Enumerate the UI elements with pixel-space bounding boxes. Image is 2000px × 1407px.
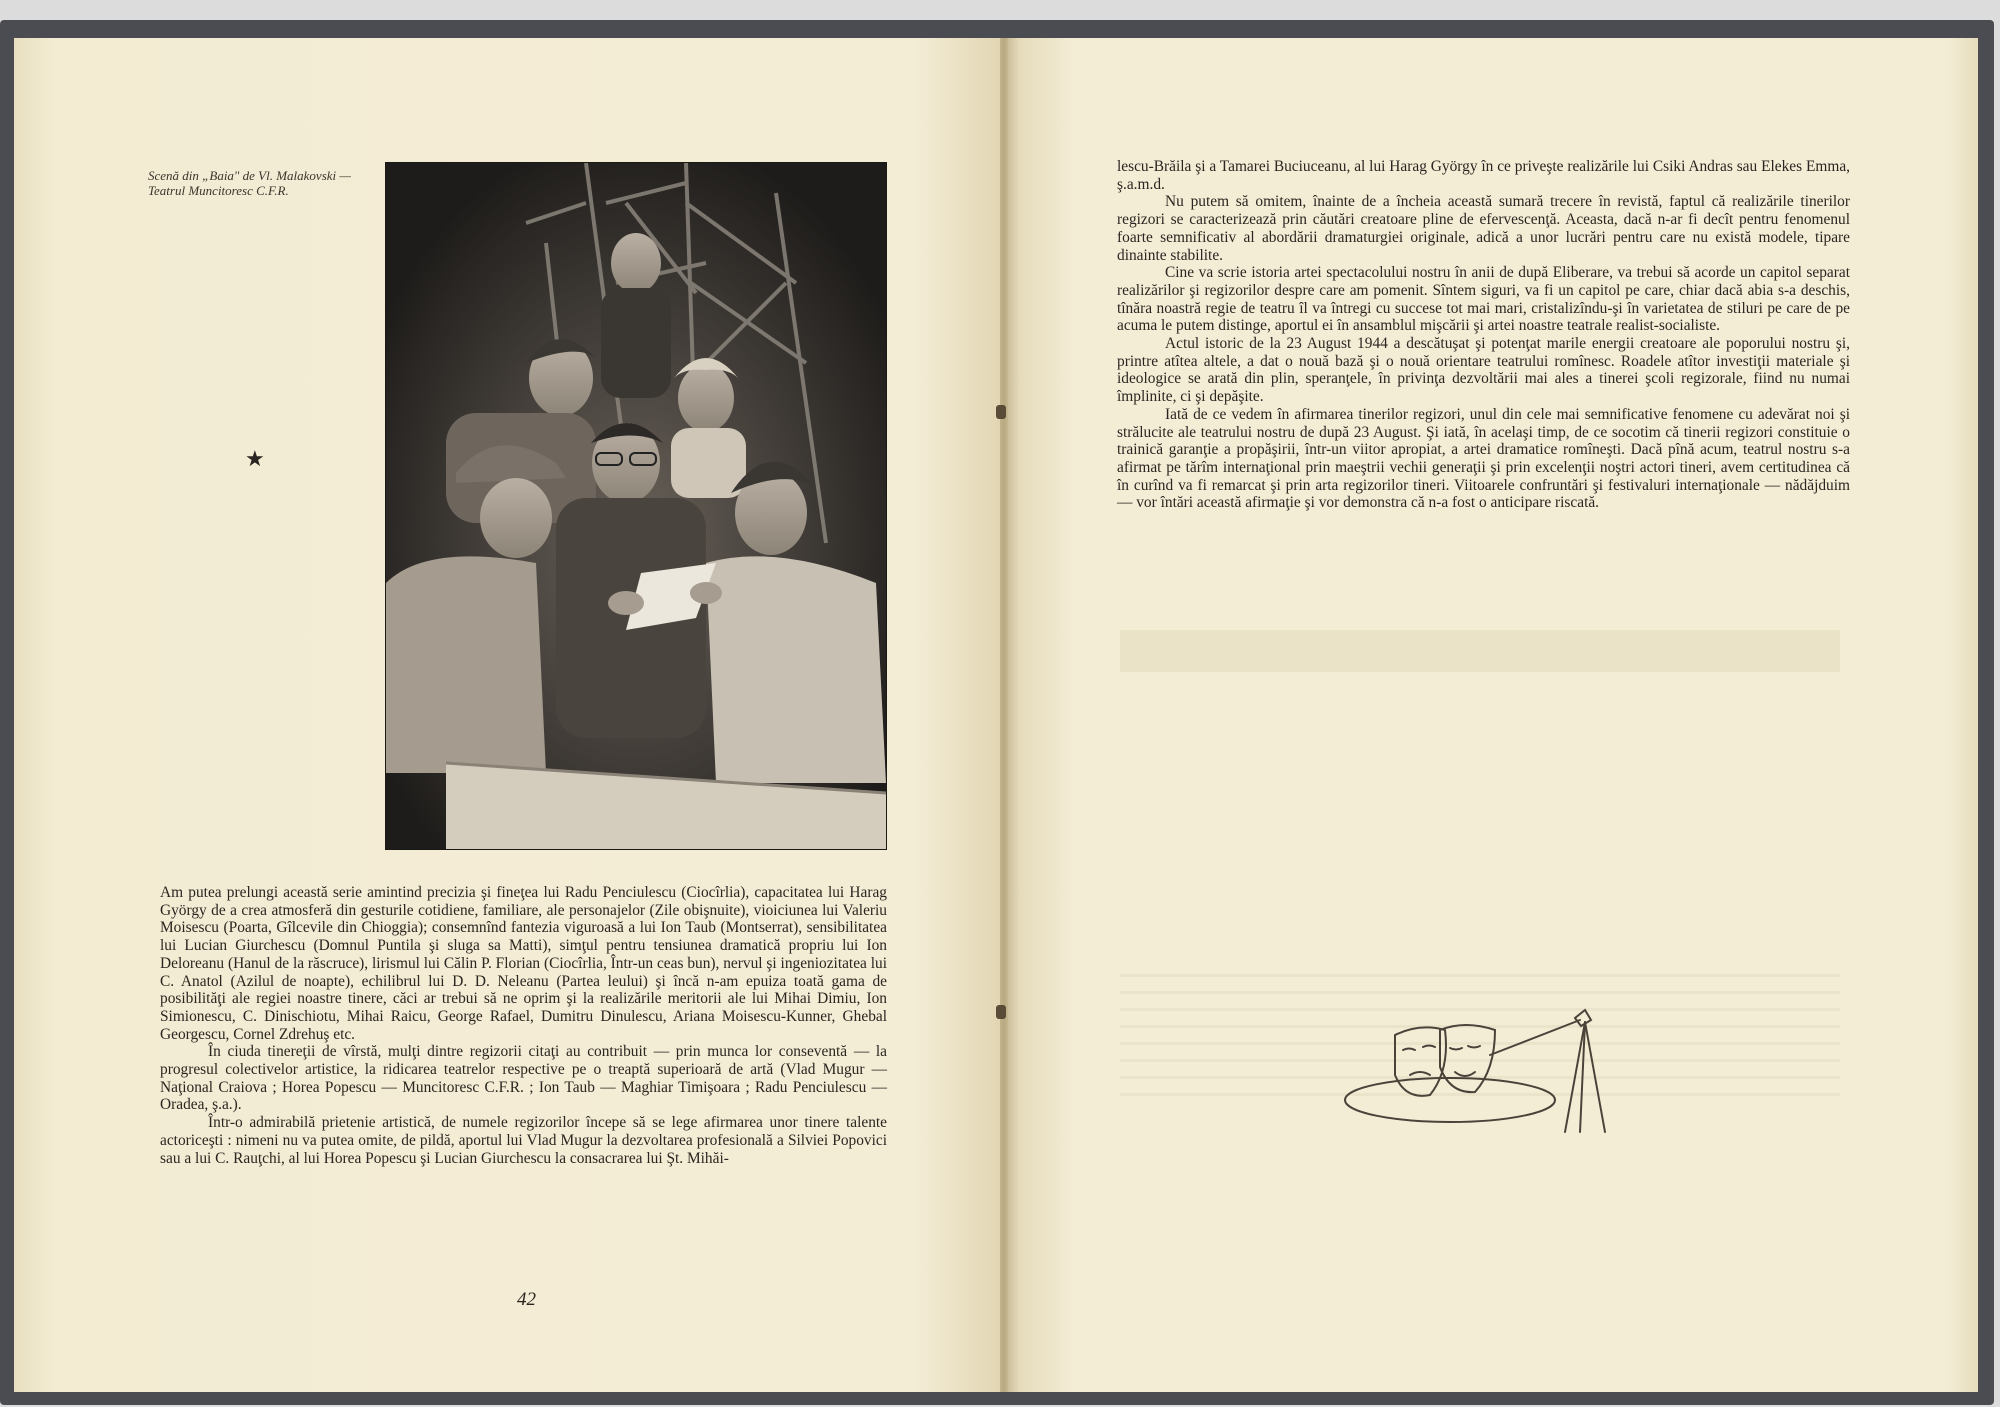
star-ornament-icon: ★ <box>245 447 265 472</box>
paragraph: Actul istoric de la 23 August 1944 a descătuşat şi potenţat marile energii creatoare ale poporului nostru şi, printre atîtea altele, a dat o nouă bază şi o nouă orientare teatrului romînesc. Roadele atîtor investiţii materiale şi ideologice se arată din plin, speranţele, în privinţa dezvoltării mai ales a tinerei şcoli regizorale, fiind nu numai împlinite, ci şi depăşite. <box>1117 335 1850 406</box>
paragraph: Am putea prelungi această serie amintind precizia şi fineţea lui Radu Penciulescu (Ciocîrlia), capacitatea lui Harag György de a crea atmosferă din gesturile cotidiene, familiare, ale personajelor (Zile obişnuite), vioiciunea lui Valeriu Moisescu (Poarta, Gîlcevile din Chioggia); consemnînd fantezia viguroasă a lui Ion Taub (Montserrat), sensibilitatea lui Lucian Giurchescu (Domnul Puntila şi sluga sa Matti), simţul pentru tensiunea dramatică propriu lui Ion Deloreanu (Hanul de la răscruce), lirismul lui Călin P. Florian (Ciocîrlia, Într-un ceas bun), nervul şi ingeniozitatea lui C. Anatol (Azilul de noapte), echilibrul lui D. D. Neleanu (Partea leului) şi încă n-am epuiza toată gama de posibilităţi ale regiei noastre tinere, căci ar trebui să ne oprim şi la realizările meritorii ale lui Mihai Dimiu, Ion Simionescu, C. Dinischiotu, Mihai Raicu, George Rafael, Dumitru Dinulescu, Ariana Moisescu-Kunner, Ghebal Georgescu, Cornel Zdrehuş etc. <box>160 884 887 1043</box>
page-number: 42 <box>517 1289 536 1310</box>
right-page-body <box>1117 158 1850 512</box>
scene-photo-drawing <box>386 163 886 849</box>
binding-stitch <box>996 1005 1006 1019</box>
paragraph: lescu-Brăila şi a Tamarei Buciuceanu, al lui Harag György în ce priveşte realizările lui Csiki Andras sau Elekes Emma, ş.a.m.d. <box>1117 158 1850 193</box>
paragraph: În ciuda tinereţii de vîrstă, mulţi dintre regizorii citaţi au contribuit — prin munca lor conseventă — la progresul colectivelor artistice, la ridicarea teatrelor respective pe o treaptă superioară de artă (Vlad Mugur — Naţional Craiova ; Horea Popescu — Muncitoresc C.F.R. ; Ion Taub — Maghiar Timişoara ; Radu Penciulescu — Oradea, ş.a.). <box>160 1043 887 1114</box>
gutter <box>1000 38 1008 1392</box>
photo-caption: Scenă din „Baia" de Vl. Malakovski — Teatrul Muncitoresc C.F.R. <box>148 168 351 198</box>
paragraph: Iată de ce vedem în afirmarea tinerilor regizori, unul din cele mai semnificative fenomene cu adevărat noi şi strălucite ale teatrului nostru de după 23 August. Şi iată, în acelaşi timp, de ce socotim că tinerii regizori constituie o trainică garanţie a propăşirii, într-un viitor apropiat, a artei dramatice romîneşti. Dacă pînă acum, teatrul nostru s-a afirmat pe tărîm internaţional prin maeştrii vechii generaţii şi prin excelenţii noştri actori tineri, avem certitudinea că în curînd va fi remarcat şi prin arta regizorilor tineri. Viitoarele confruntări şi festivaluri internaţionale — nădăjduim — vor întări această afirmaţie şi vor demonstra că n-a fost o anticipare riscată. <box>1117 405 1850 512</box>
bleed-through-band <box>1120 630 1840 672</box>
left-page-body <box>160 884 887 1167</box>
paragraph: Într-o admirabilă prietenie artistică, de numele regizorilor începe să se lege afirmarea unor tinere talente actoriceşti : nimeni nu va putea omite, de pildă, aportul lui Vlad Mugur la dezvoltarea profesională a Silviei Popovici sau a lui C. Rauţchi, al lui Horea Popescu şi Lucian Giurchescu la consacrarea lui Şt. Mihăi- <box>160 1114 887 1167</box>
theatre-masks-sketch-icon <box>1340 1000 1620 1140</box>
paragraph: Nu putem să omitem, înainte de a încheia această sumară trecere în revistă, faptul că realizările tinerilor regizori se caracterizează prin căutări creatoare pline de efervescenţă. Aceasta, dacă n-ar fi decît pentru fenomenul foarte semnificativ al abordării dramaturgiei originale, adică a unor lucrări pentru care nu există modele, tipare dinainte stabilite. <box>1117 193 1850 264</box>
scene-photo <box>385 162 887 850</box>
binding-stitch <box>996 405 1006 419</box>
paragraph: Cine va scrie istoria artei spectacolului nostru în anii de după Eliberare, va trebui să acorde un capitol separat realizărilor şi regizorilor despre care am pomenit. Sîntem siguri, va fi un capitol pe care, chiar dacă abia s-a deschis, tînăra noastră regie de teatru îl va întregi cu succese tot mai mari, cristalizîndu-şi în varietatea de stiluri pe care de pe acuma le putem distinge, aportul ei în ansamblul mişcării şi artei noastre teatrale realist-socialiste. <box>1117 264 1850 335</box>
